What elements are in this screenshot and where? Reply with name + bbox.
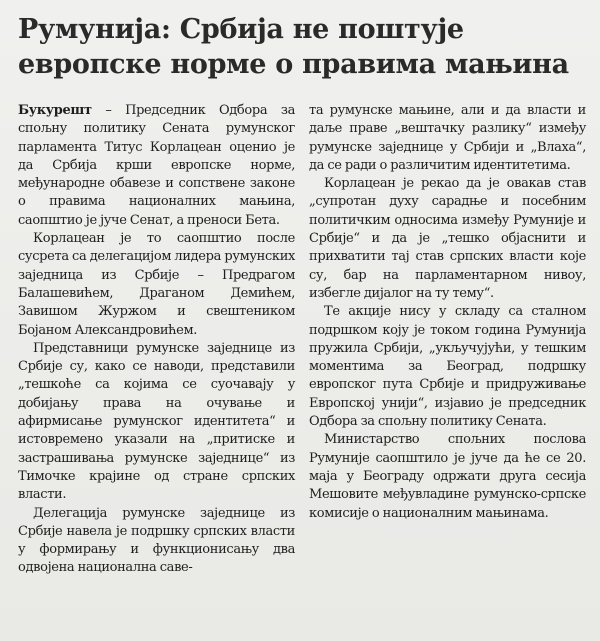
headline [18,12,586,82]
paragraph-5: Корлацеан је рекао да је овакав став „супротан духу сарадње и посебним политичким односима између Румуније и Србије“ и да је „тешко објаснити и прихватити тај став српских власти које су, бар на парламентарном нивоу, избегле дијалог на ту тему“. [309,176,586,301]
article-body [18,102,586,578]
paragraph-4-continued: та румунске мањине, али и да власти и даље праве „вештачку разлику“ између румунске заједнице у Србији и „Влаха“, да се ради о различитим идентитетима. [309,103,586,173]
paragraph-4: Делегација румунске заједнице из Србије навела је подршку српских власти у формирању и функционисању два одвојена национална саве- [18,505,295,576]
paragraph-7: Министарство спољних послова Румуније саопштило је јуче да ће се 20. маја у Београду одржати друга сесија Мешовите међувладине румунско-српске комисије о националним мањинама. [309,432,586,521]
paragraph-2: Корлацеан је то саопштио после сусрета са делегацијом лидера румунских заједница из Србије – Предрагом Балашевићем, Драганом Демићем, Завишом Журжом и свештеником Бојаном Александровићем. [18,231,295,338]
headline-line-1: Румунија: Србија не поштује [18,14,464,45]
dateline: Букурешт [18,103,92,118]
paragraph-1-text: – Председник Одбора за спољну политику Сената румунског парламента Титус Корлацеан оценио је да Србија крши европске норме, међународне обавезе и сопствене законе о правима националних мањина, саопштио је јуче Сенат, а преноси Бета. [18,103,295,228]
paragraph-1 [18,102,295,230]
column-right [309,102,586,578]
paragraph-3: Представници румунске заједнице из Србије су, како се наводи, представили „тешкоће са којима се суочавају у добијању права на очување и афирмисање румунског идентитета“ и истовремено указали на „притиске и застрашивања румунске заједнице“ из Тимочке крајине од стране српских власти. [18,340,295,503]
column-left [18,102,295,578]
paragraph-6: Те акције нису у складу са сталном подршком коју је током година Румунија пружила Србији, „укључујући, у тешким моментима за Београд, подршку европског пута Србије и придруживање Европској унији“, изјавио је председник Одбора за спољну политику Сената. [309,304,586,430]
headline-line-2: европске норме о правима мањина [18,49,569,80]
